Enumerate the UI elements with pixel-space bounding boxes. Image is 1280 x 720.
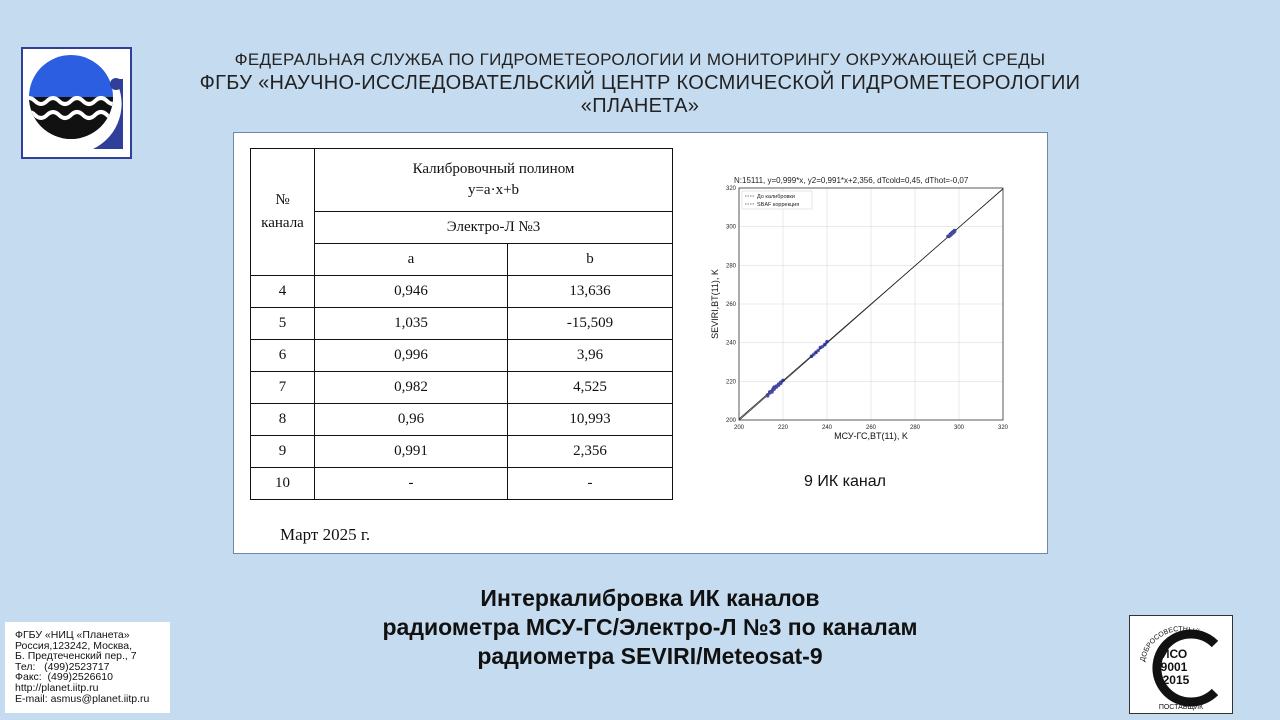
x-tick-label: 260 [865,425,877,431]
cell-a: 0,982 [315,372,508,404]
polynomial-label: Калибровочный полином [412,161,575,177]
table-row [251,372,673,404]
col-b-header: b [508,244,673,276]
contact-line: http://planet.iitp.ru [15,681,99,694]
y-tick-label: 280 [725,263,736,270]
cell-a: 0,996 [315,340,508,372]
calibration-table [250,148,673,500]
cell-b: 13,636 [508,276,673,308]
cell-b: - [508,468,673,500]
x-tick-label: 220 [777,425,789,431]
contact-line: Россия,123242, Москва, [15,639,132,652]
x-tick-label: 320 [997,425,1009,431]
y-tick-label: 240 [725,340,736,347]
cell-a: 1,035 [315,308,508,340]
polynomial-header [315,149,673,212]
data-point [825,340,829,344]
plot-xlabel: МСУ-ГС,BT(11), K [834,431,908,441]
y-tick-label: 260 [725,302,736,308]
iso-line3: -2015 [1158,673,1190,687]
iso-certification-badge [1129,615,1233,714]
slide-title-line3: радиометра SEVIRI/Meteosat-9 [477,643,823,669]
content-panel [233,132,1048,554]
contact-line: Тел: (499)2523717 [15,660,110,673]
x-tick-label: 200 [733,425,745,431]
col-a-header: a [315,244,508,276]
table-row [251,468,673,500]
plot-title: N:15111, y=0,999*x, y2=0,991*x+2,356, dTcold=0,45, dThot=-0,07 [734,176,969,185]
slide-title-line1: Интеркалибровка ИК каналов [480,585,820,611]
polynomial-formula: y=a·x+b [467,182,520,198]
scatter-plot [704,171,1014,451]
data-point [766,394,770,398]
y-tick-label: 220 [725,379,736,386]
data-point [816,349,820,353]
cell-a: 0,96 [315,404,508,436]
table-row [251,404,673,436]
data-point [821,345,825,349]
data-point [770,390,774,394]
agency-name: ФЕДЕРАЛЬНАЯ СЛУЖБА ПО ГИДРОМЕТЕОРОЛОГИИ И МОНИТОРИНГУ ОКРУЖАЮЩЕЙ СРЕДЫ [234,50,1046,69]
cell-b: 2,356 [508,436,673,468]
plot-ylabel: SEVIRI,BT(11), K [710,269,720,339]
cell-a: 0,946 [315,276,508,308]
table-row [251,276,673,308]
contact-line: E-mail: asmus@planet.iitp.ru [15,692,150,705]
iso-line1: ИСО [1160,647,1188,661]
table-row [251,436,673,468]
contact-line: Факс: (499)2526610 [15,671,113,684]
data-point [812,352,816,356]
table-row [251,340,673,372]
cell-b: 10,993 [508,404,673,436]
cell-a: 0,991 [315,436,508,468]
iso-line2: 9001 [1160,660,1188,674]
cell-a: - [315,468,508,500]
contact-line: ФГБУ «НИЦ «Планета» [15,629,130,641]
scatter-plot-svg [704,171,1014,451]
contact-info [5,622,170,713]
y-tick-label: 300 [725,224,736,231]
satellite-header: Электро-Л №3 [315,212,673,244]
center-name: ФГБУ «НАУЧНО-ИССЛЕДОВАТЕЛЬСКИЙ ЦЕНТР КОСМИЧЕСКОЙ ГИДРОМЕТЕОРОЛОГИИ «ПЛАНЕТА» [199,72,1081,117]
slide-title [300,584,1000,671]
cell-channel: 8 [251,404,315,436]
cell-channel: 7 [251,372,315,404]
data-point [781,379,785,383]
plot-caption: 9 ИК канал [804,473,886,490]
cell-b: -15,509 [508,308,673,340]
cell-channel: 5 [251,308,315,340]
iso-top-text: ДОБРОСОВЕСТНЫЙ [1139,625,1201,663]
organization-logo [21,47,132,159]
y-tick-label: 320 [725,186,736,192]
cell-channel: 6 [251,340,315,372]
cell-channel: 10 [251,468,315,500]
channel-header [251,149,315,276]
data-point [779,381,783,385]
legend-label-1: До калибровки [757,194,795,200]
channel-header-line1: № [275,192,290,208]
y-tick-label: 200 [725,418,736,424]
x-tick-label: 240 [821,425,833,431]
legend-label-2: SBAF коррекция [757,202,800,208]
cell-channel: 4 [251,276,315,308]
contact-line: Б. Предтеченский пер., 7 [15,650,137,663]
cell-b: 4,525 [508,372,673,404]
cell-channel: 9 [251,436,315,468]
x-tick-label: 280 [909,425,921,431]
table-row [251,308,673,340]
cell-b: 3,96 [508,340,673,372]
date-note: Март 2025 г. [280,525,371,544]
channel-header-line2: канала [261,215,304,231]
data-point [953,230,957,234]
iso-bottom-text: ПОСТАВЩИК [1158,704,1204,711]
slide-title-line2: радиометра МСУ-ГС/Электро-Л №3 по каналам [382,614,918,640]
x-tick-label: 300 [953,425,965,431]
